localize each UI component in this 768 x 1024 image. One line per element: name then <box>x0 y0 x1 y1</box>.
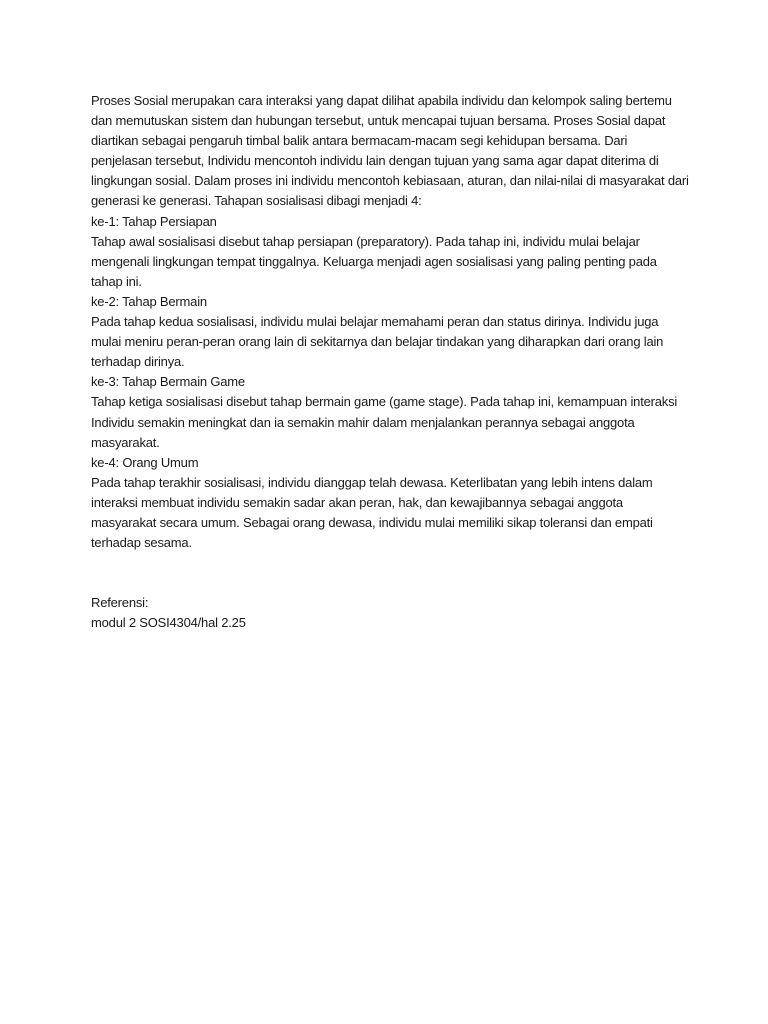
stage-4-text: Pada tahap terakhir sosialisasi, individu dianggap telah dewasa. Keterlibatan yang lebih intens dalam interaksi membuat individu semakin sadar akan peran, hak, dan kewajibannya sebagai anggota masyarakat secara umum. Sebagai orang dewasa, individu mulai memiliki sikap toleransi dan empati terhadap sesama. <box>91 474 653 551</box>
reference-block <box>91 593 691 633</box>
stage-2 <box>91 292 691 372</box>
reference-label: Referensi: <box>91 595 149 611</box>
reference-source: modul 2 SOSI4304/hal 2.25 <box>91 615 246 631</box>
document-body <box>91 91 691 633</box>
intro-paragraph: Proses Sosial merupakan cara interaksi yang dapat dilihat apabila individu dan kelompok saling bertemu dan memutuskan sistem dan hubungan tersebut, untuk mencapai tujuan bersama. Proses Sosial dapat diartikan sebagai pengaruh timbal balik antara bermacam-macam segi kehidupan bersama. Dari penjelasan tersebut, Individu mencontoh individu lain dengan tujuan yang sama agar dapat diterima di lingkungan sosial. Dalam proses ini individu mencontoh kebiasaan, aturan, dan nilai-nilai di masyarakat dari generasi ke generasi. Tahapan sosialisasi dibagi menjadi 4: <box>91 93 689 209</box>
stage-3-title: ke-3: Tahap Bermain Game <box>91 374 245 390</box>
stage-3 <box>91 372 691 452</box>
stage-2-text: Pada tahap kedua sosialisasi, individu mulai belajar memahami peran dan status dirinya. Individu juga mulai meniru peran-peran orang lain di sekitarnya dan belajar tindakan yang diharapkan dari orang lain terhadap dirinya. <box>91 314 664 370</box>
stage-4-title: ke-4: Orang Umum <box>91 454 199 470</box>
stage-1-title: ke-1: Tahap Persiapan <box>91 213 217 229</box>
stage-3-text: Tahap ketiga sosialisasi disebut tahap bermain game (game stage). Pada tahap ini, kemampuan interaksi Individu semakin meningkat dan ia semakin mahir dalam menjalankan perannya sebagai anggota masyarakat. <box>91 394 678 450</box>
stage-1-text: Tahap awal sosialisasi disebut tahap persiapan (preparatory). Pada tahap ini, individu mulai belajar mengenali lingkungan tempat tinggalnya. Keluarga menjadi agen sosialisasi yang paling penting pada tahap ini. <box>91 233 657 289</box>
stage-2-title: ke-2: Tahap Bermain <box>91 293 207 309</box>
stage-4 <box>91 453 691 553</box>
stage-1 <box>91 212 691 292</box>
